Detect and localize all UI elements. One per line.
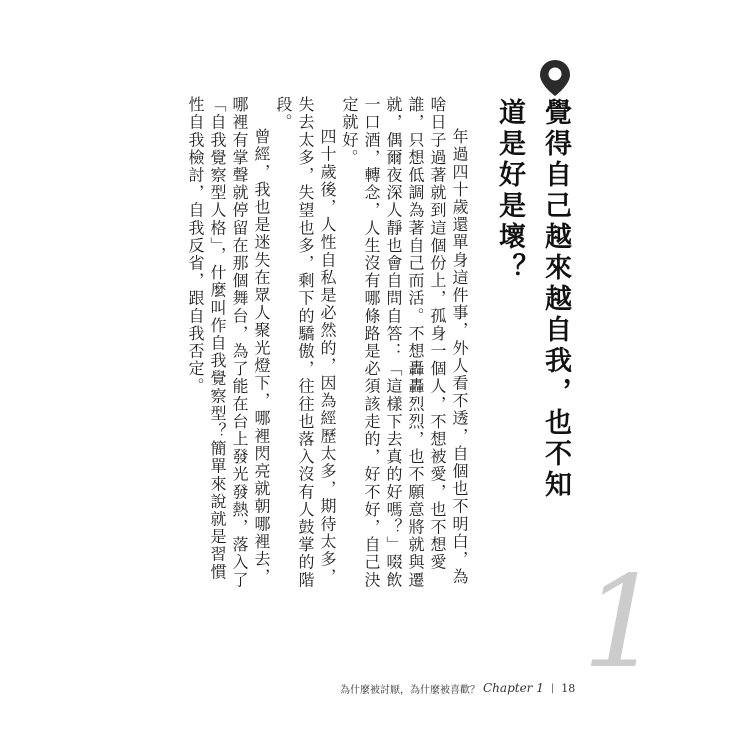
footer-separator: | <box>550 682 555 694</box>
page-number: 18 <box>561 681 576 695</box>
footer-book-title: 為什麼被討厭，為什麼被喜歡？ <box>340 684 480 696</box>
section-title: 覺得自己越來越自我，也不知道是好是壞？ <box>494 98 571 501</box>
body-text <box>186 96 470 596</box>
location-pin-icon <box>538 58 572 98</box>
paragraph: 四十歲後，人性自私是必然的，因為經歷太多，期待太多，失去太多，失望也多，剩下的驕傲，往往也落入沒有人鼓掌的階段。 <box>274 96 337 589</box>
paragraph: 曾經，我也是迷失在眾人聚光燈下，哪裡閃亮就朝哪裡去，哪裡有掌聲就停留在那個舞台，為了能在台上發光發熱，落入了「自我覺察型人格」，什麼叫作自我覺察型？簡單來說就是習慣性自我檢討，自我反省，跟自我否定。 <box>186 96 271 589</box>
page-footer <box>340 678 600 698</box>
footer-chapter-label: Chapter 1 <box>483 681 544 695</box>
paragraph: 年過四十歲還單身這件事，外人看不透，自個也不明白，為啥日子過著就到這個份上，孤身一個人，不想被愛，也不想愛誰，只想低調為著自己而活。不想轟轟烈烈，也不願意將就與遷就，偶爾夜深人靜也會自問自答：「這樣下去真的好嗎？」啜飲一口酒，轉念，人生沒有哪條路是必須該走的，好不好，自己決定就好。 <box>340 96 469 589</box>
chapter-numeral: 1 <box>582 549 663 696</box>
